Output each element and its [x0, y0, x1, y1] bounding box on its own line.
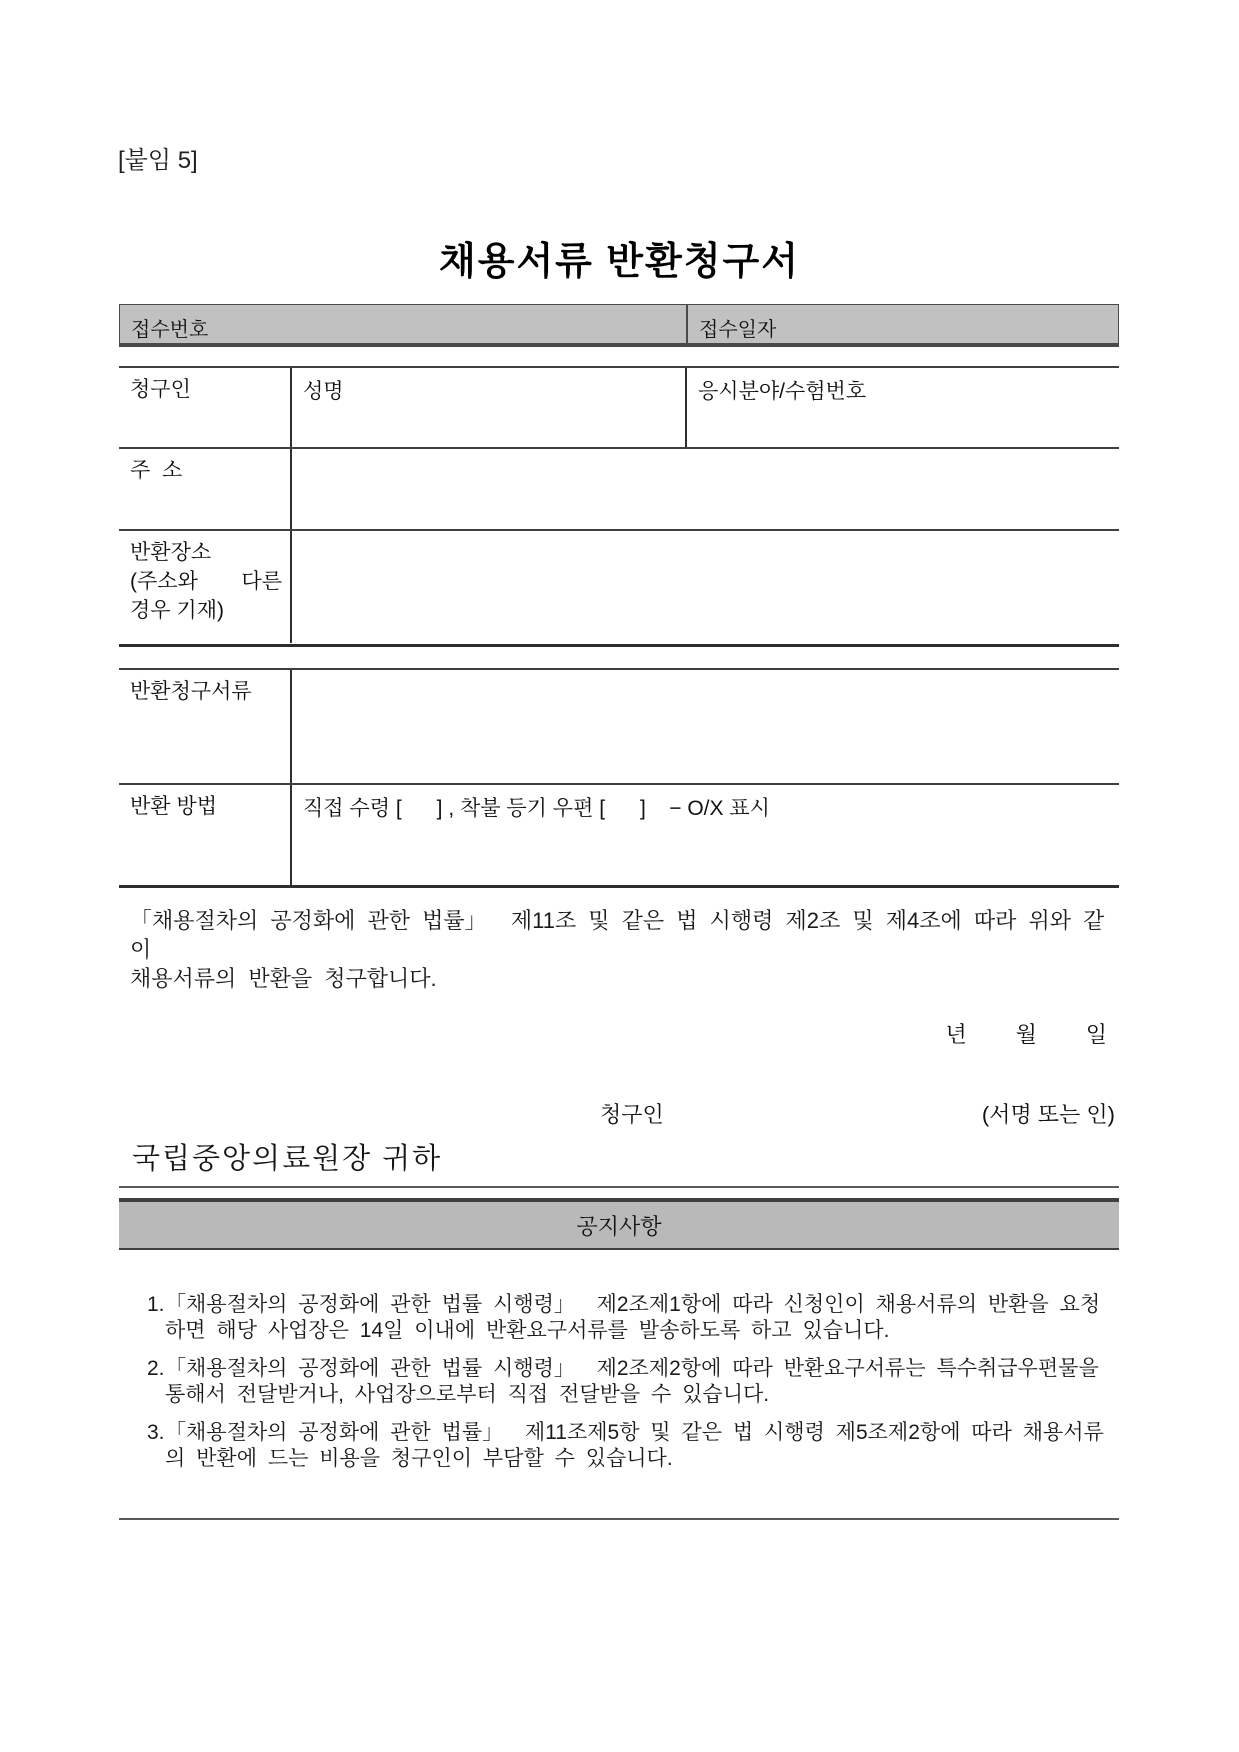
claimant-table — [119, 366, 1119, 647]
receipt-date-cell[interactable] — [688, 305, 1118, 343]
table-row-method — [119, 783, 1119, 885]
return-place-value-cell[interactable] — [292, 531, 1119, 643]
return-table — [119, 668, 1119, 888]
signature-claimant-label: 청구인 — [600, 1102, 664, 1127]
return-place-label-line1: 반환장소 — [130, 541, 212, 564]
table-row-documents — [119, 670, 1119, 783]
legal-statement-line2: 채용서류의 반환을 청구합니다. — [130, 966, 437, 991]
exam-field-cell[interactable] — [687, 368, 1119, 447]
notice-item-3 — [119, 1420, 1119, 1472]
receipt-number-label: 접수번호 — [131, 319, 209, 341]
notice-banner — [119, 1198, 1119, 1250]
notice-list — [119, 1292, 1119, 1484]
notice-item-2 — [119, 1356, 1119, 1408]
table-row-address — [119, 447, 1119, 529]
table-row-claimant — [119, 368, 1119, 447]
exam-field-label: 응시분야/수험번호 — [698, 380, 867, 403]
legal-statement-line1: 「채용절차의 공정화에 관한 법률」 제11조 및 같은 법 시행령 제2조 및 제4조에 따라 위와 같이 — [130, 908, 1105, 962]
legal-statement — [130, 906, 1116, 993]
receipt-date-label: 접수일자 — [699, 319, 777, 341]
notice-item-2-text: 「채용절차의 공정화에 관한 법률 시행령」 제2조제2항에 따라 반환요구서류는 특수취급우편물을 통해서 전달받거나, 사업장으로부터 직접 전달받을 수 있습니다. — [165, 1357, 1110, 1406]
bottom-rule — [119, 1518, 1119, 1520]
notice-item-1-number: 1. — [147, 1293, 165, 1316]
notice-item-1 — [119, 1292, 1119, 1344]
receipt-number-cell[interactable] — [120, 305, 688, 343]
return-place-label-line3: 경우 기재) — [130, 599, 224, 622]
date-line: 년 월 일 — [945, 1022, 1107, 1047]
name-field-cell[interactable] — [292, 368, 687, 447]
form-title: 채용서류 반환청구서 — [439, 241, 800, 283]
attachment-label: [붙임 5] — [118, 147, 198, 174]
return-place-line2b: 다른 — [241, 570, 282, 593]
signature-note: (서명 또는 인) — [981, 1102, 1115, 1127]
receipt-header-row — [119, 304, 1119, 347]
documents-label: 반환청구서류 — [119, 670, 292, 783]
name-label: 성명 — [303, 380, 344, 403]
address-value-cell[interactable] — [292, 449, 1119, 529]
return-place-line2a: (주소와 — [130, 570, 198, 593]
notice-item-1-text: 「채용절차의 공정화에 관한 법률 시행령」 제2조제1항에 따라 신청인이 채용서류의 반환을 요청하면 해당 사업장은 14일 이내에 반환요구서류를 발송하도록 하고 있습니다. — [165, 1293, 1101, 1342]
signature-line — [119, 1098, 1119, 1129]
addressee: 국립중앙의료원장 귀하 — [132, 1143, 443, 1175]
address-label: 주 소 — [119, 449, 292, 529]
notice-item-3-number: 3. — [147, 1421, 165, 1444]
method-label: 반환 방법 — [119, 785, 292, 885]
claimant-label: 청구인 — [119, 368, 292, 447]
table-row-return-place — [119, 529, 1119, 643]
notice-item-2-number: 2. — [147, 1357, 165, 1380]
return-place-label — [119, 531, 292, 643]
divider-above-banner — [119, 1186, 1119, 1188]
notice-banner-title: 공지사항 — [576, 1213, 662, 1239]
notice-item-3-text: 「채용절차의 공정화에 관한 법률」 제11조제5항 및 같은 법 시행령 제5조제2항에 따라 채용서류의 반환에 드는 비용을 청구인이 부담할 수 있습니다. — [165, 1421, 1104, 1470]
documents-value-cell[interactable] — [292, 670, 1119, 783]
return-place-label-line2 — [130, 567, 282, 596]
method-value-cell[interactable]: 직접 수령 [ ] , 착불 등기 우편 [ ] − O/X 표시 — [303, 797, 770, 820]
